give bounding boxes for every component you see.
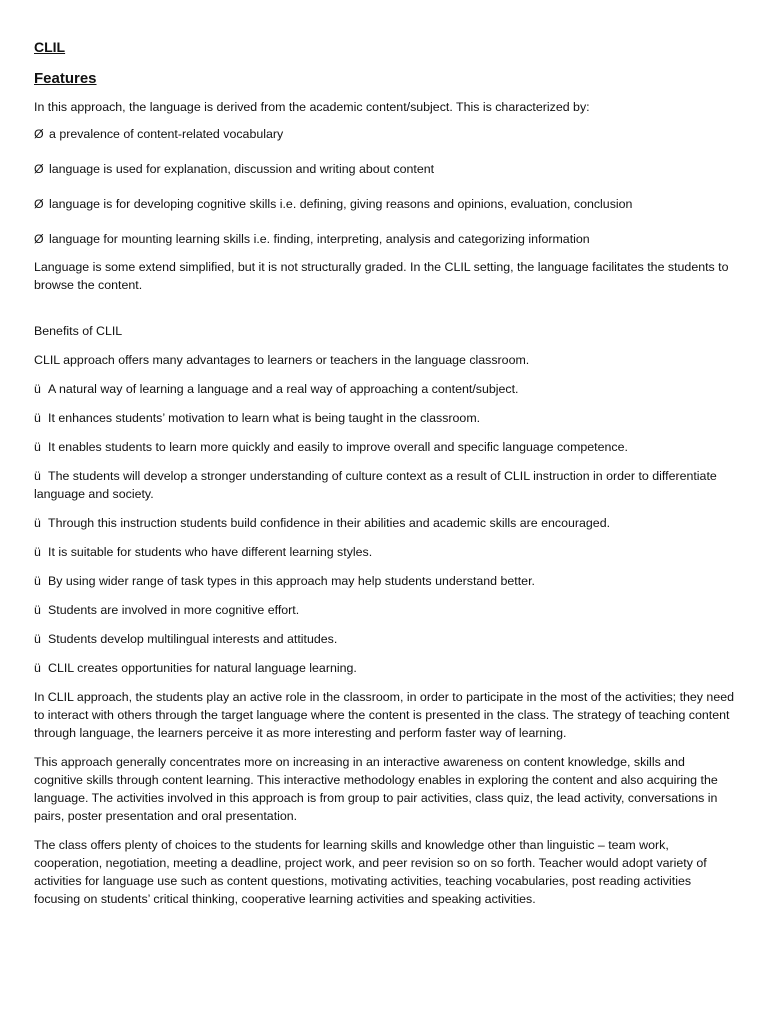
benefits-heading: Benefits of CLIL [34,324,123,338]
feature-item: Ø a prevalence of content-related vocabulary [34,127,284,141]
arrow-bullet-icon: Ø [34,232,44,246]
language-paragraph: Language is some extend simplified, but it is not structurally graded. In the CLIL setting, the language facilitates the students to browse the content. [34,260,729,292]
check-bullet-icon: ü [34,545,41,559]
check-bullet-icon: ü [34,516,41,530]
check-bullet-icon: ü [34,574,41,588]
benefit-item: ü It enables students to learn more quickly and easily to improve overall and specific language competence. [34,440,628,454]
benefit-item: ü A natural way of learning a language and a real way of approaching a content/subject. [34,382,519,396]
features-heading: Features [34,70,97,87]
benefit-item: ü Students are involved in more cognitive effort. [34,603,300,617]
check-bullet-icon: ü [34,382,41,396]
document-title: CLIL [34,39,66,55]
benefit-item: ü CLIL creates opportunities for natural language learning. [34,661,357,675]
benefit-item: ü By using wider range of task types in this approach may help students understand better. [34,574,535,588]
benefit-item: ü It is suitable for students who have different learning styles. [34,545,373,559]
check-bullet-icon: ü [34,661,41,675]
check-bullet-icon: ü [34,603,41,617]
arrow-bullet-icon: Ø [34,197,44,211]
features-intro: In this approach, the language is derived from the academic content/subject. This is characterized by: [34,100,590,114]
benefits-intro: CLIL approach offers many advantages to learners or teachers in the language classroom. [34,353,530,367]
document-page [34,38,734,919]
check-bullet-icon: ü [34,440,41,454]
benefit-item: ü The students will develop a stronger understanding of culture context as a result of CLIL instruction in order to differentiate language and society. [34,469,717,501]
body-paragraph: The class offers plenty of choices to the students for learning skills and knowledge other than linguistic – team work, cooperation, negotiation, meeting a deadline, project work, and peer revision so on so forth. Teacher would adopt variety of activities for language use such as content questions, motivating activities, teaching vocabularies, post reading activities focusing on students’ critical thinking, cooperative learning activities and speaking activities. [34,838,707,906]
features-list [34,125,734,248]
benefit-item: ü Through this instruction students build confidence in their abilities and academic skills are encouraged. [34,516,611,530]
check-bullet-icon: ü [34,632,41,646]
benefit-item: ü Students develop multilingual interests and attitudes. [34,632,338,646]
body-paragraph: This approach generally concentrates more on increasing in an interactive awareness on content knowledge, skills and cognitive skills through content learning. This interactive methodology enables in exploring the content and also acquiring the language. The activities involved in this approach is from group to pair activities, class quiz, the lead activity, conversations in pairs, poster presentation and oral presentation. [34,755,718,823]
check-bullet-icon: ü [34,411,41,425]
body-paragraph: In CLIL approach, the students play an active role in the classroom, in order to participate in the most of the activities; they need to interact with others through the target language where the content is presented in the class. The strategy of teaching content through language, the learners perceive it as more interesting and perform faster way of learning. [34,690,734,740]
check-bullet-icon: ü [34,469,41,483]
feature-item: Ø language for mounting learning skills i.e. finding, interpreting, analysis and categorizing information [34,232,590,246]
arrow-bullet-icon: Ø [34,127,44,141]
feature-item: Ø language is used for explanation, discussion and writing about content [34,162,435,176]
benefits-list [34,380,734,677]
arrow-bullet-icon: Ø [34,162,44,176]
feature-item: Ø language is for developing cognitive skills i.e. defining, giving reasons and opinions, evaluation, conclusion [34,197,633,211]
benefit-item: ü It enhances students’ motivation to learn what is being taught in the classroom. [34,411,481,425]
